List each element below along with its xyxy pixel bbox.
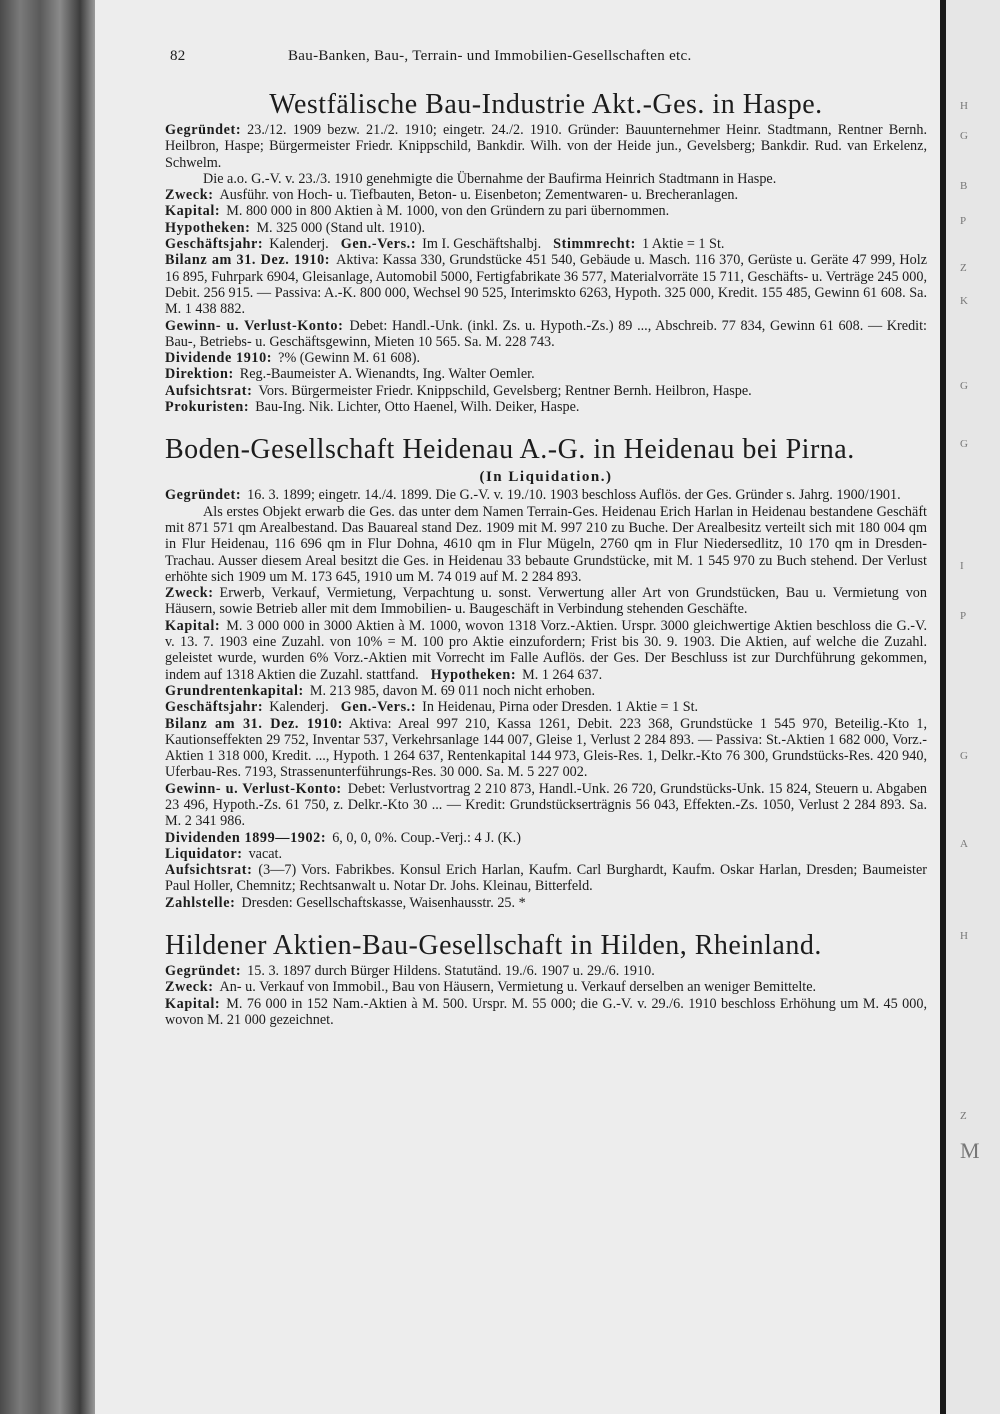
paragraph-kapital: Kapital: M. 76 000 in 152 Nam.-Aktien à M. 500. Urspr. M. 55 000; die G.-V. v. 29./6. 1910 beschloss Erhöhung um M. 45 000, wovon M. 21 000 gezeichnet. <box>165 995 927 1028</box>
paragraph-kapital: Kapital: M. 800 000 in 800 Aktien à M. 1000, von den Gründern zu pari übernommen. <box>165 203 670 220</box>
margin-fragment: H <box>960 930 968 942</box>
margin-fragment: Z <box>960 1110 967 1122</box>
section-title: Hildener Aktien-Bau-Gesellschaft in Hilden, Rheinland. <box>165 930 822 962</box>
paragraph-geschaeftsjahr: Geschäftsjahr: Kalenderj. Gen.-Vers.: Im I. Geschäftshalbj. Stimmrecht: 1 Aktie = 1 St. <box>165 236 725 253</box>
paragraph-aufsichtsrat: Aufsichtsrat: Vors. Bürgermeister Friedr. Knippschild, Gevelsberg; Rentner Bernh. Heilbron, Haspe. <box>165 382 752 399</box>
paragraph-dividende: Dividende 1910: ?% (Gewinn M. 61 608). <box>165 350 420 367</box>
paragraph-zweck: Zweck: Erwerb, Verkauf, Vermietung, Verpachtung u. sonst. Verwertung aller Art von Grundstücken, Bau u. Vermietung von Häusern, sowie Betrieb aller mit dem Immobilien- u. Baugeschäft in Verbindung stehenden Geschäfte. <box>165 585 927 618</box>
paragraph-gegruendet: Gegründet: 23./12. 1909 bezw. 21./2. 1910; eingetr. 24./2. 1910. Gründer: Bauunternehmer Heinr. Stadtmann, Rentner Bernh. Heilbron, Haspe; Bürgermeister Friedr. Knippschild, Bankdir. Wilh. von der Heide jun., Gevelsberg; Bankdir. Rud. van Erkelenz, Schwelm. <box>165 122 927 171</box>
paragraph-grundrenten: Grundrentenkapital: M. 213 985, davon M. 69 011 noch nicht erhoben. <box>165 682 596 699</box>
paragraph-hypotheken: Hypotheken: M. 325 000 (Stand ult. 1910). <box>165 219 426 236</box>
main-text <box>165 88 927 1028</box>
paragraph-aufsichtsrat: Aufsichtsrat: (3—7) Vors. Fabrikbes. Konsul Erich Harlan, Kaufm. Carl Burghardt, Kaufm. Oskar Harlan, Dresden; Baumeister Paul Holler, Chemnitz; Rechtsanwalt u. Notar Dr. Johs. Kleinau, Bitterfeld. <box>165 862 927 895</box>
paragraph-guv: Gewinn- u. Verlust-Konto: Debet: Handl.-Unk. (inkl. Zs. u. Hypoth.-Zs.) 89 ..., Abschreib. 77 834, Gewinn 61 608. — Kredit: Bau-, Betriebs- u. Geschäftsgewinn, Mieten 10 565. Sa. M. 228 743. <box>165 317 927 350</box>
paragraph-dividenden: Dividenden 1899—1902: 6, 0, 0, 0%. Coup.-Verj.: 4 J. (K.) <box>165 829 521 846</box>
margin-fragment: A <box>960 838 968 850</box>
margin-fragment: P <box>960 215 967 227</box>
section-subtitle: (In Liquidation.) <box>479 469 613 486</box>
running-header <box>170 48 930 72</box>
paragraph-zweck: Zweck: Ausführ. von Hoch- u. Tiefbauten, Beton- u. Eisenbeton; Zementwaren- u. Brecheranlagen. <box>165 187 739 204</box>
paragraph-bilanz: Bilanz am 31. Dez. 1910: Aktiva: Kassa 330, Grundstücke 451 540, Gebäude u. Masch. 116 370, Gerüste u. Geräte 47 999, Holz 16 895, Fuhrpark 6904, Gleisanlage, Automobil 5000, Fertigfabrikate 36 577, Materialvorräte 15 711, Geschäfts- u. Verträge 245 000, Debit. 256 915. — Passiva: A.-K. 800 000, Wechsel 90 525, Interimskto 6263, Hypoth. 325 000, Kredit. 155 485, Gewinn 61 608. Sa. M. 1 438 882. <box>165 252 927 318</box>
margin-fragment: G <box>960 438 968 450</box>
margin-fragment: G <box>960 380 968 392</box>
paragraph-note: Die a.o. G.-V. v. 23./3. 1910 genehmigte die Übernahme der Baufirma Heinrich Stadtmann in Haspe. <box>203 170 777 187</box>
book-binding-edge <box>0 0 95 1414</box>
paragraph-gegruendet: Gegründet: 15. 3. 1897 durch Bürger Hildens. Statutänd. 19./6. 1907 u. 29./6. 1910. <box>165 963 655 980</box>
margin-fragment: M <box>960 1138 980 1163</box>
margin-fragment: G <box>960 130 968 142</box>
margin-fragment: H <box>960 100 968 112</box>
paragraph-zweck: Zweck: An- u. Verkauf von Immobil., Bau von Häusern, Vermietung u. Verkauf derselben an weniger Bemittelte. <box>165 979 817 996</box>
margin-fragment: I <box>960 560 964 572</box>
running-title: Bau-Banken, Bau-, Terrain- und Immobilien-Gesellschaften etc. <box>288 48 692 64</box>
paragraph-guv: Gewinn- u. Verlust-Konto: Debet: Verlustvortrag 2 210 873, Handl.-Unk. 26 720, Grundstücks-Unk. 15 824, Steuern u. Abgaben 23 496, Hypoth.-Zs. 61 750, z. Delkr.-Kto 30 ... — Kredit: Grundstückserträgnis 56 043, Effekten.-Zs. 1050, Verlust 2 284 893. Sa. M. 2 341 986. <box>165 780 927 830</box>
margin-fragment: K <box>960 295 968 307</box>
section-title: Boden-Gesellschaft Heidenau A.-G. in Heidenau bei Pirna. <box>165 434 855 466</box>
paragraph-zahlstelle: Zahlstelle: Dresden: Gesellschaftskasse, Waisenhausstr. 25. * <box>165 894 526 911</box>
margin-fragment: B <box>960 180 968 192</box>
margin-fragment: P <box>960 610 967 622</box>
margin-fragment: G <box>960 750 968 762</box>
paragraph-liquidator: Liquidator: vacat. <box>165 845 283 862</box>
paragraph-prokuristen: Prokuristen: Bau-Ing. Nik. Lichter, Otto Haenel, Wilh. Deiker, Haspe. <box>165 399 580 416</box>
section-title: Westfälische Bau-Industrie Akt.-Ges. in Haspe. <box>269 89 823 120</box>
page-number: 82 <box>170 48 186 64</box>
paragraph-gegruendet: Gegründet: 16. 3. 1899; eingetr. 14./4. 1899. Die G.-V. v. 19./10. 1903 beschloss Auflös. der Ges. Gründer s. Jahrg. 1900/1901. <box>165 487 901 504</box>
paragraph-history: Als erstes Objekt erwarb die Ges. das unter dem Namen Terrain-Ges. Heidenau Erich Harlan in Heidenau bestandene Geschäft mit 871 571 qm Arealbestand. Das Bauareal stand Dez. 1909 mit M. 997 210 zu Buche. Der Arealbesitz verteilt sich mit 180 004 qm in Flur Heidenau, 116 696 qm in Flur Dohna, 4610 qm in Flur Mügeln, 2760 qm in Flur Niedersedlitz, 10 170 qm in Dresden-Trachau. Ausser diesem Areal besitzt die Ges. in Heidenau 33 bebaute Grundstücke, mit M. 1 545 970 zu Buch stehend. Der Verlust erhöhte sich 1909 um M. 173 645, 1910 um M. 74 019 auf M. 2 284 893. <box>165 503 927 585</box>
paragraph-kapital: Kapital: M. 3 000 000 in 3000 Aktien à M. 1000, wovon 1318 Vorz.-Aktien. Urspr. 3000 gleichwertige Aktien beschloss die G.-V. v. 13. 7. 1903 eine Zuzahl. von 10% = M. 100 pro Aktie einzufordern; Frist bis 30. 9. 1903. Die Aktien, auf welche die Zuzahl. geleistet wurde, wurden 6% Vorz.-Aktien mit Vorrecht im Falle Auflös. der Ges. Der Beschluss ist zur Durchführung gekommen, indem auf 1318 Aktien die Zuzahl. stattfand. Hypotheken: M. 1 264 637. <box>165 617 927 683</box>
margin-fragment: Z <box>960 262 967 274</box>
paragraph-geschaeftsjahr: Geschäftsjahr: Kalenderj. Gen.-Vers.: In Heidenau, Pirna oder Dresden. 1 Aktie = 1 St. <box>165 699 699 716</box>
adjacent-page-edge <box>940 0 1000 1414</box>
paragraph-direktion: Direktion: Reg.-Baumeister A. Wienandts, Ing. Walter Oemler. <box>165 366 535 383</box>
paragraph-bilanz: Bilanz am 31. Dez. 1910: Aktiva: Areal 997 210, Kassa 1261, Debit. 223 368, Grundstücke 1 545 970, Beteilig.-Kto 1, Kautionseffekten 29 752, Inventar 537, Verkehrsanlage 144 007, Gleise 1, Verlust 2 284 893. — Passiva: St.-Aktien 1 682 000, Vorz.-Aktien 1 318 000, Kredit. ..., Hypoth. 1 264 637, Rentenkapital 144 973, Gleis-Res. 1, Delkr.-Kto 76 300, Grundstücks-Res. 420 940, Uferbau-Res. 7193, Strassenunterführungs-Res. 30 000. Sa. M. 5 227 002. <box>165 715 927 781</box>
